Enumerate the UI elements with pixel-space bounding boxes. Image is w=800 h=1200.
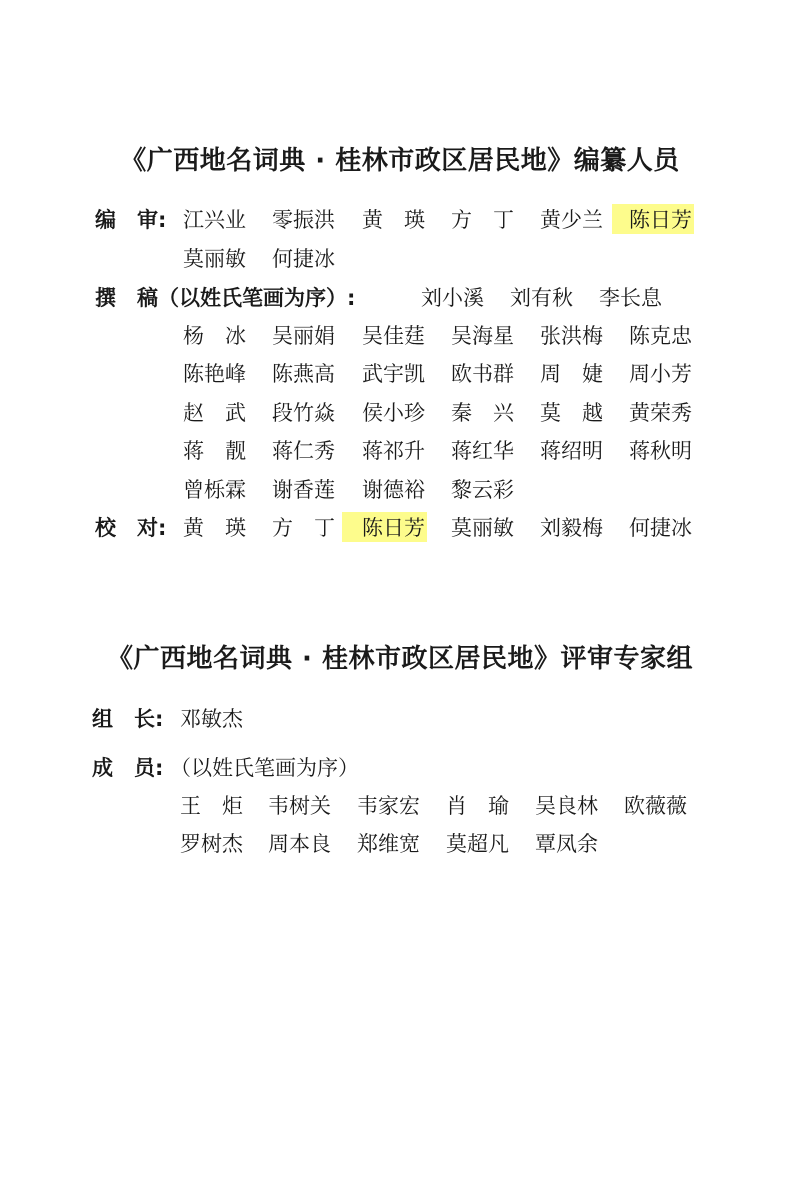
proofreader-name: 莫丽敏 — [451, 516, 514, 540]
editor-name: 零振洪 — [272, 208, 335, 232]
editor-name: 方 丁 — [451, 208, 514, 232]
writer-name: 吴佳莛 — [362, 324, 425, 348]
leader-name: 邓敏杰 — [180, 707, 243, 731]
writer-name: 陈燕高 — [272, 362, 335, 386]
editor-name: 何捷冰 — [272, 247, 335, 271]
member-name: 吴良林 — [535, 794, 598, 818]
writer-name: 曾栎霖 — [183, 478, 246, 502]
section1-title: 《广西地名词典 · 桂林市政区居民地》编纂人员 — [120, 146, 680, 176]
writer-name: 刘有秋 — [510, 286, 573, 310]
section2-title: 《广西地名词典 · 桂林市政区居民地》评审专家组 — [107, 644, 693, 674]
writer-name: 谢德裕 — [362, 478, 425, 502]
writer-name: 欧书群 — [451, 362, 514, 386]
writer-name: 蒋仁秀 — [272, 439, 335, 463]
member-name: 王 炬 — [180, 794, 243, 818]
writer-name: 吴海星 — [451, 324, 514, 348]
writer-name: 张洪梅 — [540, 324, 603, 348]
editor-name-highlighted: 陈日芳 — [612, 204, 694, 234]
writer-name: 武宇凯 — [362, 362, 425, 386]
writer-name: 蒋绍明 — [540, 439, 603, 463]
proof-label: 校 对: — [95, 516, 167, 540]
writer-name: 周小芳 — [629, 362, 692, 386]
writer-name: 吴丽娟 — [272, 324, 335, 348]
writer-name: 杨 冰 — [183, 324, 246, 348]
proofreader-name: 何捷冰 — [629, 516, 692, 540]
member-name: 欧薇薇 — [624, 794, 687, 818]
writer-name: 赵 武 — [183, 401, 246, 425]
proofreader-name: 黄 瑛 — [183, 516, 246, 540]
editors-label: 编 审: — [95, 208, 167, 232]
writer-name: 谢香莲 — [272, 478, 335, 502]
editor-name: 黄 瑛 — [362, 208, 425, 232]
writer-name: 侯小珍 — [362, 401, 425, 425]
writer-name: 段竹焱 — [272, 401, 335, 425]
proofreader-name: 方 丁 — [272, 516, 335, 540]
writer-name: 刘小溪 — [421, 286, 484, 310]
writer-name: 莫 越 — [540, 401, 603, 425]
member-name: 莫超凡 — [446, 832, 509, 856]
writer-name: 陈克忠 — [629, 324, 692, 348]
writer-name: 蒋秋明 — [629, 439, 692, 463]
member-name: 郑维宽 — [357, 832, 420, 856]
members-note: （以姓氏笔画为序） — [170, 756, 359, 780]
leader-label: 组 长: — [92, 707, 164, 731]
members-label: 成 员: — [92, 756, 164, 780]
writer-name: 陈艳峰 — [183, 362, 246, 386]
writer-name: 黄荣秀 — [629, 401, 692, 425]
writer-name: 周 婕 — [540, 362, 603, 386]
member-name: 周本良 — [268, 832, 331, 856]
writers-label: 撰 稿（以姓氏笔画为序）: — [95, 286, 356, 310]
editor-name: 莫丽敏 — [183, 247, 246, 271]
member-name: 韦家宏 — [357, 794, 420, 818]
member-name: 肖 瑜 — [446, 794, 509, 818]
editor-name: 江兴业 — [183, 208, 246, 232]
writer-name: 秦 兴 — [451, 401, 514, 425]
writer-name: 蒋红华 — [451, 439, 514, 463]
member-name: 罗树杰 — [180, 832, 243, 856]
member-name: 韦树关 — [268, 794, 331, 818]
writer-name: 黎云彩 — [451, 478, 514, 502]
writer-name: 蒋祁升 — [362, 439, 425, 463]
writer-name: 李长息 — [599, 286, 662, 310]
editor-name: 黄少兰 — [540, 208, 603, 232]
member-name: 覃凤余 — [535, 832, 598, 856]
proofreader-name-highlighted: 陈日芳 — [342, 512, 427, 542]
writer-name: 蒋 靓 — [183, 439, 246, 463]
proofreader-name: 刘毅梅 — [540, 516, 603, 540]
